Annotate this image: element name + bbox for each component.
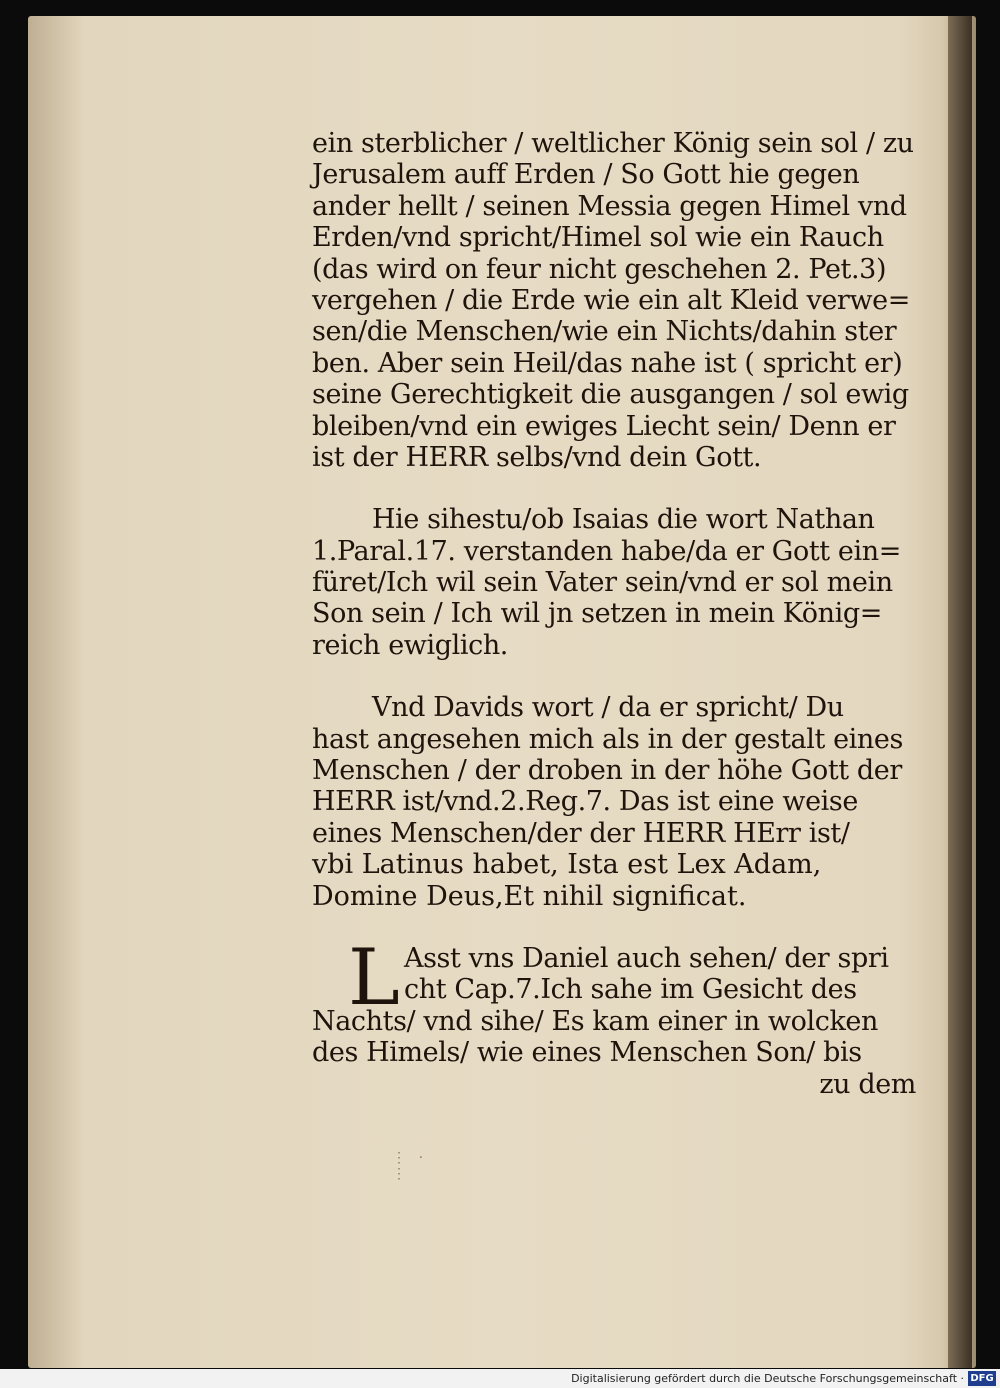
footer-bar (0, 1369, 1000, 1388)
text-line: eines Menschen/der der HERR HErr ist/ (312, 817, 850, 849)
drop-capital: L (348, 932, 400, 1023)
text-line: ist der HERR selbs/vnd dein Gott. (312, 441, 762, 473)
text-line: füret/Ich wil sein Vater sein/vnd er sol mein (312, 567, 893, 599)
text-line: bleiben/vnd ein ewiges Liecht sein/ Denn er (312, 410, 896, 442)
text-line: Asst vns Daniel auch sehen/ der spri (404, 942, 889, 974)
paragraph-1 (312, 128, 922, 473)
paragraph-2 (312, 504, 922, 661)
text-line: vbi Latinus habet, Ista est Lex Adam, (312, 849, 822, 881)
catchword: zu dem (819, 1068, 916, 1100)
text-line: Vnd Davids wort / da er spricht/ Du (372, 692, 844, 724)
text-line: cht Cap.7.Ich sahe im Gesicht des (404, 974, 857, 1006)
latin-note (312, 849, 922, 912)
text-line: Erden/vnd spricht/Himel sol wie ein Rauch (312, 222, 884, 254)
paragraph-3 (312, 692, 922, 912)
text-line: ben. Aber sein Heil/das nahe ist ( spricht er) (312, 347, 903, 379)
dfg-logo: DFG (968, 1371, 996, 1386)
text-line: ander hellt / seinen Messia gegen Himel vnd (312, 190, 907, 222)
text-line: Jerusalem auff Erden / So Gott hie gegen (312, 159, 860, 191)
text-line: Domine Deus,Et nihil significat. (312, 880, 747, 912)
text-line: (das wird on feur nicht geschehen 2. Pet.3) (312, 253, 887, 285)
paragraph-4 (312, 932, 922, 1100)
footer-credit: Digitalisierung gefördert durch die Deutsche Forschungsgemeinschaft · (571, 1372, 964, 1385)
text-line: des Himels/ wie eines Menschen Son/ bis (312, 1037, 862, 1069)
ink-specks: ⋮ ⋅ ⋮ (392, 1150, 428, 1182)
text-line: Menschen / der droben in der höhe Gott der (312, 755, 902, 787)
text-line: hast angesehen mich als in der gestalt eines (312, 723, 903, 755)
page-fold (948, 16, 972, 1368)
text-line: sen/die Menschen/wie ein Nichts/dahin ster (312, 316, 897, 348)
text-line: HERR ist/vnd.2.Reg.7. Das ist eine weise (312, 786, 858, 818)
text-line: vergehen / die Erde wie ein alt Kleid verwe= (312, 284, 910, 316)
text-line: 1.Paral.17. verstanden habe/da er Gott ein= (312, 535, 901, 567)
text-line: Son sein / Ich wil jn setzen in mein König= (312, 598, 882, 630)
page-text (312, 128, 922, 1100)
text-line: Hie sihestu/ob Isaias die wort Nathan (372, 504, 875, 536)
text-line: ein sterblicher / weltlicher König sein sol / zu (312, 128, 914, 159)
text-line: Nachts/ vnd sihe/ Es kam einer in wolcken (312, 1005, 878, 1037)
text-line: reich ewiglich. (312, 629, 508, 661)
text-line: seine Gerechtigkeit die ausgangen / sol ewig (312, 379, 909, 411)
